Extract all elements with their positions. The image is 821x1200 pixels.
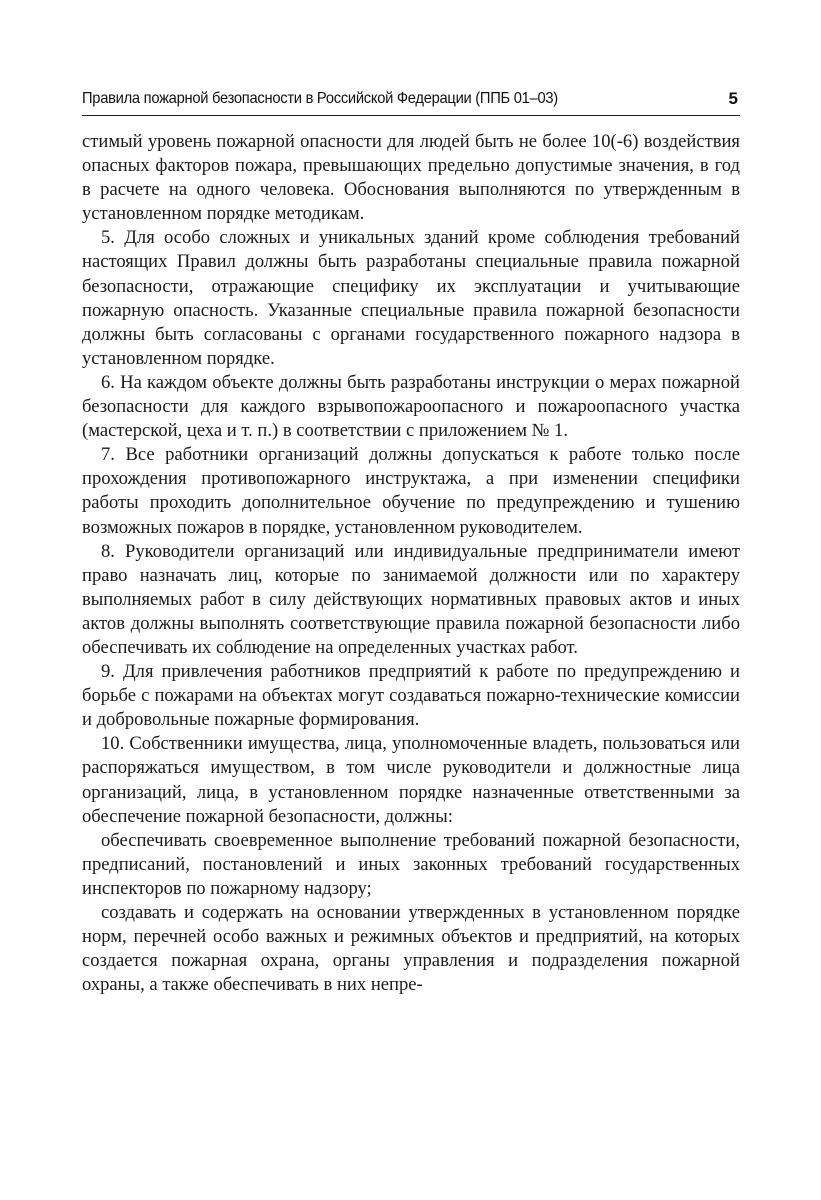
running-header: [82, 88, 740, 112]
paragraph-continuation: стимый уровень пожарной опасности для людей быть не более 10(-6) воздействия опасных факторов пожара, превышающих предельно допустимые значения, в год в расчете на одного человека. Обоснования выполняются по утвержденным в установленном порядке методикам.: [82, 131, 740, 225]
page-body: [82, 130, 740, 997]
paragraph-item-8: 8. Руководители организаций или индивидуальные предприниматели имеют право назначать лиц, которые по занимаемой должности или по характеру выполняемых работ в силу действующих нормативных правовых актов и иных актов должны выполнять соответствующие правила пожарной безопасности либо обеспечивать их соблюдение на определенных участках работ.: [82, 540, 740, 658]
paragraph-item-9: 9. Для привлечения работников предприятий к работе по предупреждению и борьбе с пожарами на объектах могут создаваться пожарно-технические комиссии и добровольные пожарные формирования.: [82, 661, 740, 731]
header-rule: [82, 115, 740, 116]
paragraph-item-10: 10. Собственники имущества, лица, уполномоченные владеть, пользоваться или распоряжаться имуществом, в том числе руководители и должностные лица организаций, лица, в установленном порядке назначенные ответственными за обеспечение пожарной безопасности, должны:: [82, 733, 740, 827]
paragraph-item-5: 5. Для особо сложных и уникальных зданий кроме соблюдения требований настоящих Правил должны быть разработаны специальные правила пожарной безопасности, отражающие специфику их эксплуатации и учитывающие пожарную опасность. Указанные специальные правила пожарной безопасности должны быть согласованы с органами государственного пожарного надзора в установленном порядке.: [82, 227, 740, 369]
paragraph-duty-1: обеспечивать своевременное выполнение требований пожарной безопасности, предписаний, постановлений и иных законных требований государственных инспекторов по пожарному надзору;: [82, 829, 740, 899]
paragraph-duty-2: создавать и содержать на основании утвержденных в установленном порядке норм, перечней особо важных и режимных объектов и предприятий, на которых создается пожарная охрана, органы управления и подразделения пожарной охраны, а также обеспечивать в них непре-: [82, 902, 740, 996]
paragraph-item-7: 7. Все работники организаций должны допускаться к работе только после прохождения противопожарного инструктажа, а при изменении специфики работы проходить дополнительное обучение по предупреждению и тушению возможных пожаров в порядке, установленном руководителем.: [82, 444, 740, 538]
running-header-title: Правила пожарной безопасности в Российской Федерации (ППБ 01–03): [82, 90, 558, 107]
page-number: 5: [728, 89, 738, 108]
paragraph-item-6: 6. На каждом объекте должны быть разработаны инструкции о мерах пожарной безопасности для каждого взрывопожароопасного и пожароопасного участка (мастерской, цеха и т. п.) в соответствии с приложением № 1.: [82, 371, 740, 442]
